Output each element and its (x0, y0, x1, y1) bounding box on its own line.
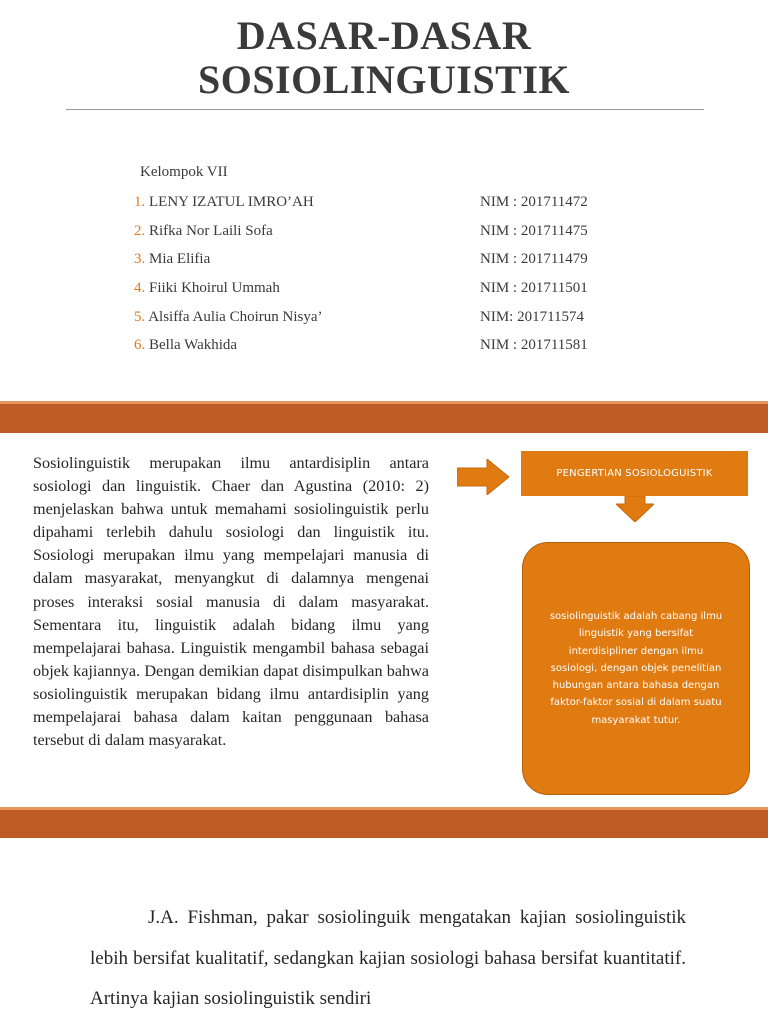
member-row (134, 194, 654, 214)
member-row (134, 337, 654, 357)
member-name: Alsiffa Aulia Choirun Nisya’ (148, 309, 323, 325)
title-divider (66, 109, 704, 110)
title-line-2: SOSIOLINGUISTIK (197, 57, 571, 102)
member-name: Bella Wakhida (149, 337, 238, 353)
member-nim: NIM: 201711574 (480, 309, 585, 325)
member-row (134, 280, 654, 300)
member-number: 5. (134, 309, 146, 325)
band-top-strip (0, 807, 768, 810)
member-name: Rifka Nor Laili Sofa (149, 223, 273, 239)
member-nim: NIM : 201711581 (480, 337, 588, 353)
group-label: Kelompok VII (140, 164, 228, 180)
slide-separator-band (0, 401, 768, 433)
member-number: 2. (134, 223, 146, 239)
arrow-down-icon (616, 496, 654, 522)
member-number: 1. (134, 194, 146, 210)
band-top-strip (0, 401, 768, 404)
slide-separator-band (0, 807, 768, 838)
member-row (134, 251, 654, 271)
member-nim: NIM : 201711501 (480, 280, 588, 296)
member-nim: NIM : 201711475 (480, 223, 588, 239)
slide-title (0, 14, 768, 102)
definition-box (522, 542, 750, 795)
arrow-right-icon (457, 459, 509, 495)
member-name: Fiiki Khoirul Ummah (149, 280, 280, 296)
definition-heading-box: PENGERTIAN SOSIOLOGUISTIK (521, 451, 748, 496)
fishman-paragraph: J.A. Fishman, pakar sosiolinguik mengatakan kajian sosiolinguistik lebih bersifat kualitatif, sedangkan kajian sosiologi bahasa bersifat kuantitatif. Artinya kajian sosiolinguistik sendiri (90, 907, 686, 1010)
intro-paragraph: Sosiolinguistik merupakan ilmu antardisiplin antara sosiologi dan linguistik. Chaer dan Agustina (2010: 2) menjelaskan bahwa untuk memahami sosiolinguistik perlu dipahami terlebih dahulu sosiologi dan linguistik itu. Sosiologi merupakan ilmu yang mempelajari manusia di dalam masyarakat, menyangkut di dalamnya mengenai proses interaksi sosial manusia di dalam masyarakat. Sementara itu, linguistik adalah bidang ilmu yang mempelajarai bahasa. Linguistik mengambil bahasa sebagai objek kajiannya. Dengan demikian dapat disimpulkan bahwa sosiolinguistik merupakan bidang ilmu antardisiplin yang mempelajarai bahasa dalam kaitan penggunaan bahasa tersebut di dalam masyarakat. (33, 454, 429, 750)
member-name: LENY IZATUL IMRO’AH (149, 194, 314, 210)
member-number: 3. (134, 251, 146, 267)
member-number: 4. (134, 280, 146, 296)
member-nim: NIM : 201711479 (480, 251, 588, 267)
member-row (134, 309, 654, 329)
member-number: 6. (134, 337, 146, 353)
definition-text: sosiolinguistik adalah cabang ilmu linguistik yang bersifat interdisipliner dengan ilmu sosiologi, dengan objek penelitian hubungan antara bahasa dengan faktor-faktor sosial di dalam suatu masyarakat tutur. (549, 610, 723, 726)
member-row (134, 223, 654, 243)
title-line-1: DASAR-DASAR (236, 13, 532, 58)
member-nim: NIM : 201711472 (480, 194, 588, 210)
member-name: Mia Elifia (149, 251, 211, 267)
